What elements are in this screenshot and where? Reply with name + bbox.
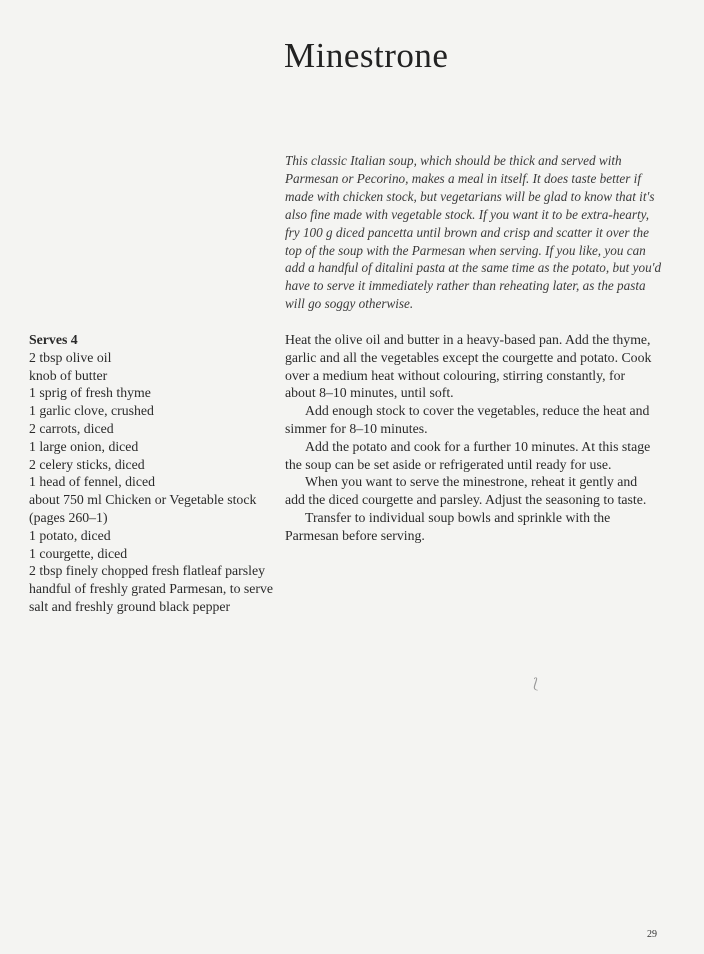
method-step: Transfer to individual soup bowls and sprinkle with the Parmesan before serving. (285, 509, 611, 543)
method-section (285, 331, 657, 545)
decorative-mark: ⟅ (533, 677, 539, 692)
ingredient-item: knob of butter (29, 367, 108, 383)
page-number: 29 (647, 929, 657, 940)
recipe-introduction: This classic Italian soup, which should be thick and served with Parmesan or Pecorino, makes a meal in itself. It does taste better if made with chicken stock, but vegetarians will be glad to know that it's also fine made with vegetable stock. If you want it to be extra-hearty, fry 100 g diced pancetta until brown and crisp and scatter it over the top of the soup with the Parmesan when serving. If you like, you can add a handful of ditalini pasta at the same time as the potato, but you'd have to serve it immediately rather than reheating later, as the pasta will go soggy otherwise. (285, 153, 662, 312)
ingredient-item: 1 courgette, diced (29, 545, 128, 561)
method-step: Add enough stock to cover the vegetables, reduce the heat and simmer for 8–10 minutes. (285, 403, 650, 436)
ingredient-item: 1 potato, diced (29, 527, 111, 543)
serves-label: Serves 4 (29, 332, 78, 347)
ingredient-item: 1 large onion, diced (29, 438, 139, 454)
ingredients-list (29, 331, 279, 616)
ingredient-item: 2 tbsp finely chopped fresh flatleaf parsley (29, 563, 265, 579)
ingredient-item: 1 head of fennel, diced (29, 474, 156, 490)
method-step: Add the potato and cook for a further 10 minutes. At this stage the soup can be set aside or refrigerated until ready for use. (285, 438, 651, 472)
ingredient-item: 2 tbsp olive oil (29, 349, 112, 365)
page-title: Minestrone (284, 36, 449, 75)
ingredient-item: 1 garlic clove, crushed (29, 403, 154, 419)
ingredient-item: handful of freshly grated Parmesan, to serve (29, 581, 274, 597)
ingredient-item: 2 carrots, diced (29, 420, 114, 436)
method-step: Heat the olive oil and butter in a heavy-based pan. Add the thyme, garlic and all the vegetables except the courgette and potato. Cook over a medium heat without colouring, stirring constantly, for about 8–10 minutes, until soft. (285, 332, 652, 401)
ingredient-item: 2 celery sticks, diced (29, 456, 145, 472)
ingredient-item: salt and freshly ground black pepper (29, 598, 231, 614)
ingredient-item: about 750 ml Chicken or Vegetable stock (pages 260–1) (29, 492, 257, 525)
ingredient-item: 1 sprig of fresh thyme (29, 385, 151, 401)
method-step: When you want to serve the minestrone, reheat it gently and add the diced courgette and parsley. Adjust the seasoning to taste. (285, 474, 647, 508)
